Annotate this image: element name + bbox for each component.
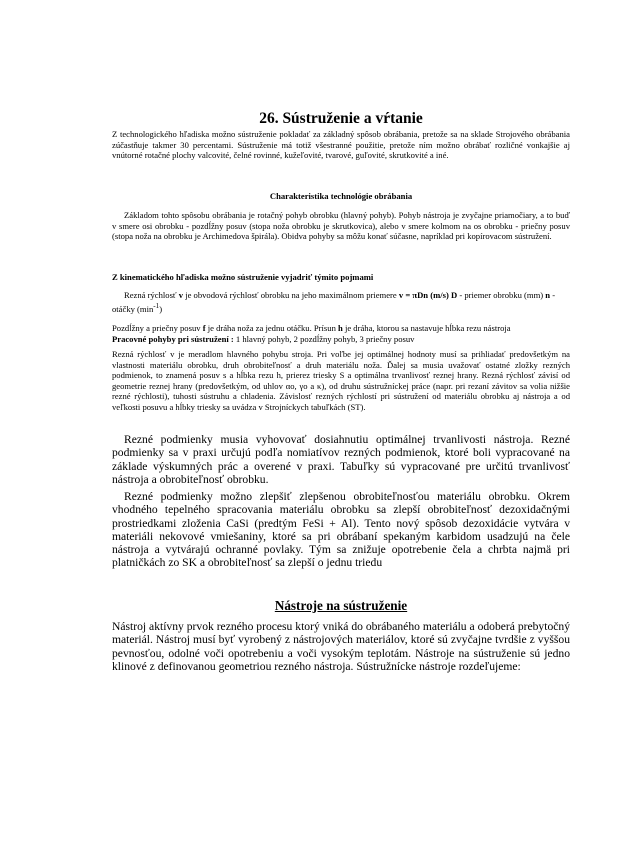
feed-definition: Pozdĺžny a priečny posuv f je dráha noža za jednu otáčku. Prísun h je dráha, ktorou sa nastavuje hĺbka rezu nástroja Pracovné pohyby pri sústružení : 1 hlavný pohyb, 2 pozdĺžny pohyb, 3 priečny posuv	[112, 323, 511, 344]
section-heading-tools: Nástroje na sústruženie	[274, 598, 408, 613]
improvement-paragraph: Rezné podmienky možno zlepšiť zlepšenou obrobiteľnosťou materiálu obrobku. Okrem vhodného tepelného spracovania materiálu obrobku sa zlepší obrobiteľnosť dezoxidačnými prostriedkami zloženia CaSi (predtým FeSi + Al). Tento nový spôsob dezoxidácie vytvára v materiáli nekovové vmiešaniny, ktoré sa pri obrábaní spekaným karbidom usadzujú na čele nástroja a vytvárajú ochranné povlaky. Tým sa znižuje opotrebenie čela a chrbta najmä pri platničkách zo SK a obrobiteľnosť sa zlepší o jednu triedu	[112, 490, 570, 570]
tools-paragraph: Nástroj aktívny prvok rezného procesu ktorý vniká do obrábaného materiálu a odoberá prebytočný materiál. Nástroj musí byť vyrobený z nástrojových materiálov, ktoré sú zvyčajne tvrdšie z vyššou pevnosťou, odolné voči opotrebeniu a voči vysokým teplotám. Nástroje na sústruženie sú jedno klinové z definovanou geometriou rezného nástroja. Sústružnícke nástroje rozdeľujeme:	[112, 620, 570, 673]
intro-paragraph: Z technologického hľadiska možno sústruženie pokladať za základný spôsob obrábania, pretože sa na sklade Strojového obrábania zúčastňuje takmer 30 percentami. Sústruženie má totiž všestranné použitie, pretože ním možno obrábať rozličné vonkajšie aj vnútorné rotačné plochy valcovité, čelné rovinné, kužeľovité, tvarové, guľovité, skrutkovité a iné.	[112, 129, 570, 161]
section-heading-characteristics: Charakteristika technológie obrábania	[269, 191, 413, 201]
cutting-speed-paragraph: Rezná rýchlosť v je meradlom hlavného pohybu stroja. Pri voľbe jej optimálnej hodnoty musí sa prihliadať predovšetkým na vlastnosti materiálu obrobku, druh obrobiteľnosť a druh materiálu noža. Ďalej sa musia uvažovať ostatné zložky rezných podmienok, to znamená posuv s a hĺbka rezu h, prierez triesky S a optimálna trvanlivosť reznej hrany. Rezná rýchlosť závisí od geometrie reznej hrany (predovšetkým, od uhlov αo, γo a κ), od druhu sústružníckej práce (napr. pri rezaní závitov sa volia nižšie rezné rýchlosti), tuhosti sústruhu a chladenia. Závislosť rezných rýchlostí pri sústružení od materiálu obrobku aj nástroja a od veľkosti posuvu a hĺbky triesky sa uvádza v Strojníckych tabuľkách (ST).	[112, 349, 570, 412]
characteristics-paragraph: Základom tohto spôsobu obrábania je rotačný pohyb obrobku (hlavný pohyb). Pohyb nástroja je zvyčajne priamočiary, a to buď v smere osi obrobku - pozdĺžny posuv (stopa noža obrobku je skrutkovica), alebo v smere kolmom na os obrobku - priečny posuv (stopa noža na obrobku je Archimedova špirála). Obidva pohyby sa môžu konať súčasne, napríklad pri kopírovacom sústružení.	[112, 210, 570, 242]
section-heading-kinematics: Z kinematického hľadiska možno sústruženie vyjadriť týmito pojmami	[112, 272, 374, 282]
cutting-conditions-paragraph: Rezné podmienky musia vyhovovať dosiahnutiu optimálnej trvanlivosti nástroja. Rezné podmienky sa v praxi určujú podľa nomiatívov rezných podmienok, ktoré boli vypracované na základe výskumných prác a overené v praxi. Tabuľky sú vypracované pre určitú trvanlivosť nástroja a obrobiteľnosť obrobku.	[112, 433, 570, 486]
page-title: 26. Sústruženie a vŕtanie	[259, 110, 423, 127]
working-motions-label: Pracovné pohyby pri sústružení :	[112, 333, 234, 344]
cutting-speed-definition: Rezná rýchlosť v je obvodová rýchlosť obrobku na jeho maximálnom priemere v = πDn (m/s) D - priemer obrobku (mm) n - otáčky $(\min^{-1})$	[112, 290, 556, 314]
